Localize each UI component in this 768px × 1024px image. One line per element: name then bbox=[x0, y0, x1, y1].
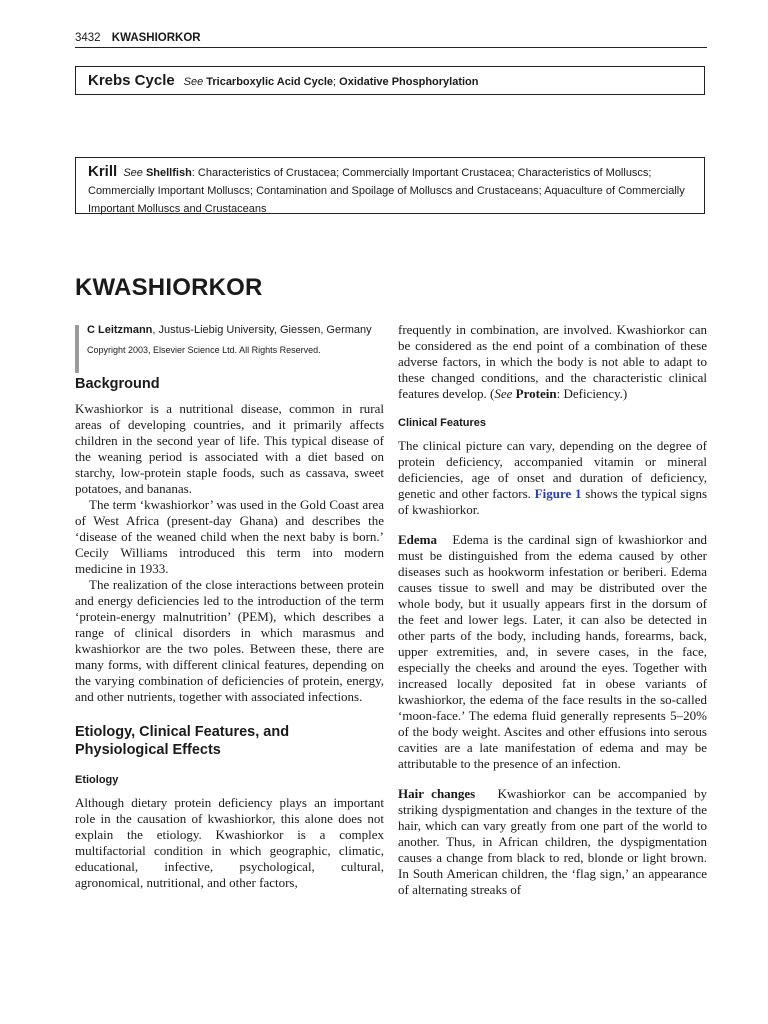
header-rule bbox=[75, 47, 707, 48]
edema-paragraph: Edema Edema is the cardinal sign of kwashiorkor and must be distinguished from the edema caused by other diseases such as hookworm infestation or beriberi. Edema causes tissue to swell and may be distributed over the whole body, but it usually appears first in the dorsum of the feet and lower legs. Later, it can also be detected in other parts of the body, including hands, forearms, back, upper extremities, and, in severe cases, in the face, especially the cheeks and around the eyes. Together with increased locally deposited fat in obese variants of kwashiorkor, the edema of the face results in the so-called ‘moon-face.’ The edema fluid generally represents 5–20% of the body weight. Ascites and other effusions into serous cavities are a late manifestation of edema and may be attributable to the presence of an infection. bbox=[398, 532, 708, 771]
clinical-paragraph: The clinical picture can vary, depending on the degree of protein deficiency, accompanied vitamin or mineral deficiencies, age of onset and duration of deficiency, genetic and other factors. Figure 1 shows the typical signs of kwashiorkor. bbox=[398, 438, 708, 517]
running-title: KWASHIORKOR bbox=[111, 32, 201, 44]
edema-lead: Edema bbox=[398, 532, 437, 547]
xref-krill-topics: : Characteristics of Crustacea; Commercially Important Crustacea; Characteristics of Molluscs; Commercially Important Molluscs; Contamination and Spoilage of Molluscs and Crustaceans; Aquaculture of Commercially Important Molluscs and Crustaceans bbox=[88, 167, 685, 215]
heading-etiology-section: Etiology, Clinical Features, and Physiological Effects bbox=[75, 724, 290, 758]
page-number: 3432 bbox=[75, 32, 101, 44]
xref-krill bbox=[75, 157, 705, 214]
etiology-paragraph-continued: frequently in combination, are involved. Kwashiorkor can be considered as the end point of a combination of these adverse factors, in which the body is not able to adapt to these changed conditions, and the characteristic clinical features develop. (See Protein: Deficiency.) bbox=[398, 322, 707, 401]
author-affiliation: , Justus-Liebig University, Giessen, Germany bbox=[152, 324, 372, 336]
background-paragraph-2: The term ‘kwashiorkor’ was used in the Gold Coast area of West Africa (present-day Ghana) and describes the ‘disease of the weaned child when the next baby is born.’ Cecily Williams introduced this term into modern medicine in 1933. bbox=[75, 497, 384, 576]
see-label: See bbox=[183, 76, 204, 88]
author-block bbox=[75, 322, 384, 357]
see-label: See bbox=[123, 167, 143, 179]
xref-link-protein[interactable]: Protein bbox=[515, 386, 557, 401]
article-title: KWASHIORKOR bbox=[75, 274, 263, 301]
xref-link-shellfish[interactable]: Shellfish bbox=[145, 167, 192, 179]
background-paragraph-3: The realization of the close interactions between protein and energy deficiencies led to the introduction of the term ‘protein-energy malnutrition’ (PEM), which describes a range of clinical disorders in which marasmus and kwashiorkor are the two poles. Between these, there are many forms, with different clinical features, depending on the varying combination of deficiencies of protein, energy, and other nutrients, together with associated infections. bbox=[75, 577, 384, 704]
background-paragraph-1: Kwashiorkor is a nutritional disease, common in rural areas of developing countries, and it primarily affects children in the second year of life. This typical disease of the weaning period is associated with a diet based on starchy, low-protein staple foods, such as cassava, sweet potatoes, and bananas. bbox=[75, 401, 384, 496]
heading-background: Background bbox=[75, 376, 160, 392]
running-head bbox=[75, 32, 707, 44]
xref-term: Krebs Cycle bbox=[88, 72, 175, 89]
xref-krebs-cycle: Krebs Cycle See Tricarboxylic Acid Cycle; Oxidative Phosphorylation bbox=[75, 66, 705, 95]
hair-changes-paragraph: Hair changes Kwashiorkor can be accompanied by striking dyspigmentation and changes in the texture of the hair, which can vary greatly from one part of the world to another. Thus, in African children, the dyspigmentation causes a change from black to red, blonde or light brown. In South American children, the ‘flag sign,’ an appearance of alternating streaks of bbox=[398, 786, 707, 897]
xref-term: Krill bbox=[88, 163, 118, 180]
author-name: C Leitzmann bbox=[87, 324, 153, 336]
xref-link-tca[interactable]: Tricarboxylic Acid Cycle bbox=[206, 76, 334, 88]
subheading-etiology: Etiology bbox=[75, 774, 119, 786]
copyright: Copyright 2003, Elsevier Science Ltd. All Rights Reserved. bbox=[87, 345, 321, 355]
xref-link-oxphos[interactable]: Oxidative Phosphorylation bbox=[339, 76, 479, 88]
figure-1-link[interactable]: Figure 1 bbox=[534, 486, 582, 501]
author-bar bbox=[75, 325, 79, 373]
etiology-paragraph: Although dietary protein deficiency plays an important role in the causation of kwashiorkor, this alone does not explain the etiology. Kwashiorkor is a complex multifactorial condition in which geographic, climatic, educational, infective, psychological, cultural, agronomical, nutritional, and other factors, bbox=[75, 795, 384, 890]
hair-changes-lead: Hair changes bbox=[398, 786, 476, 801]
subheading-clinical-features: Clinical Features bbox=[398, 417, 487, 429]
